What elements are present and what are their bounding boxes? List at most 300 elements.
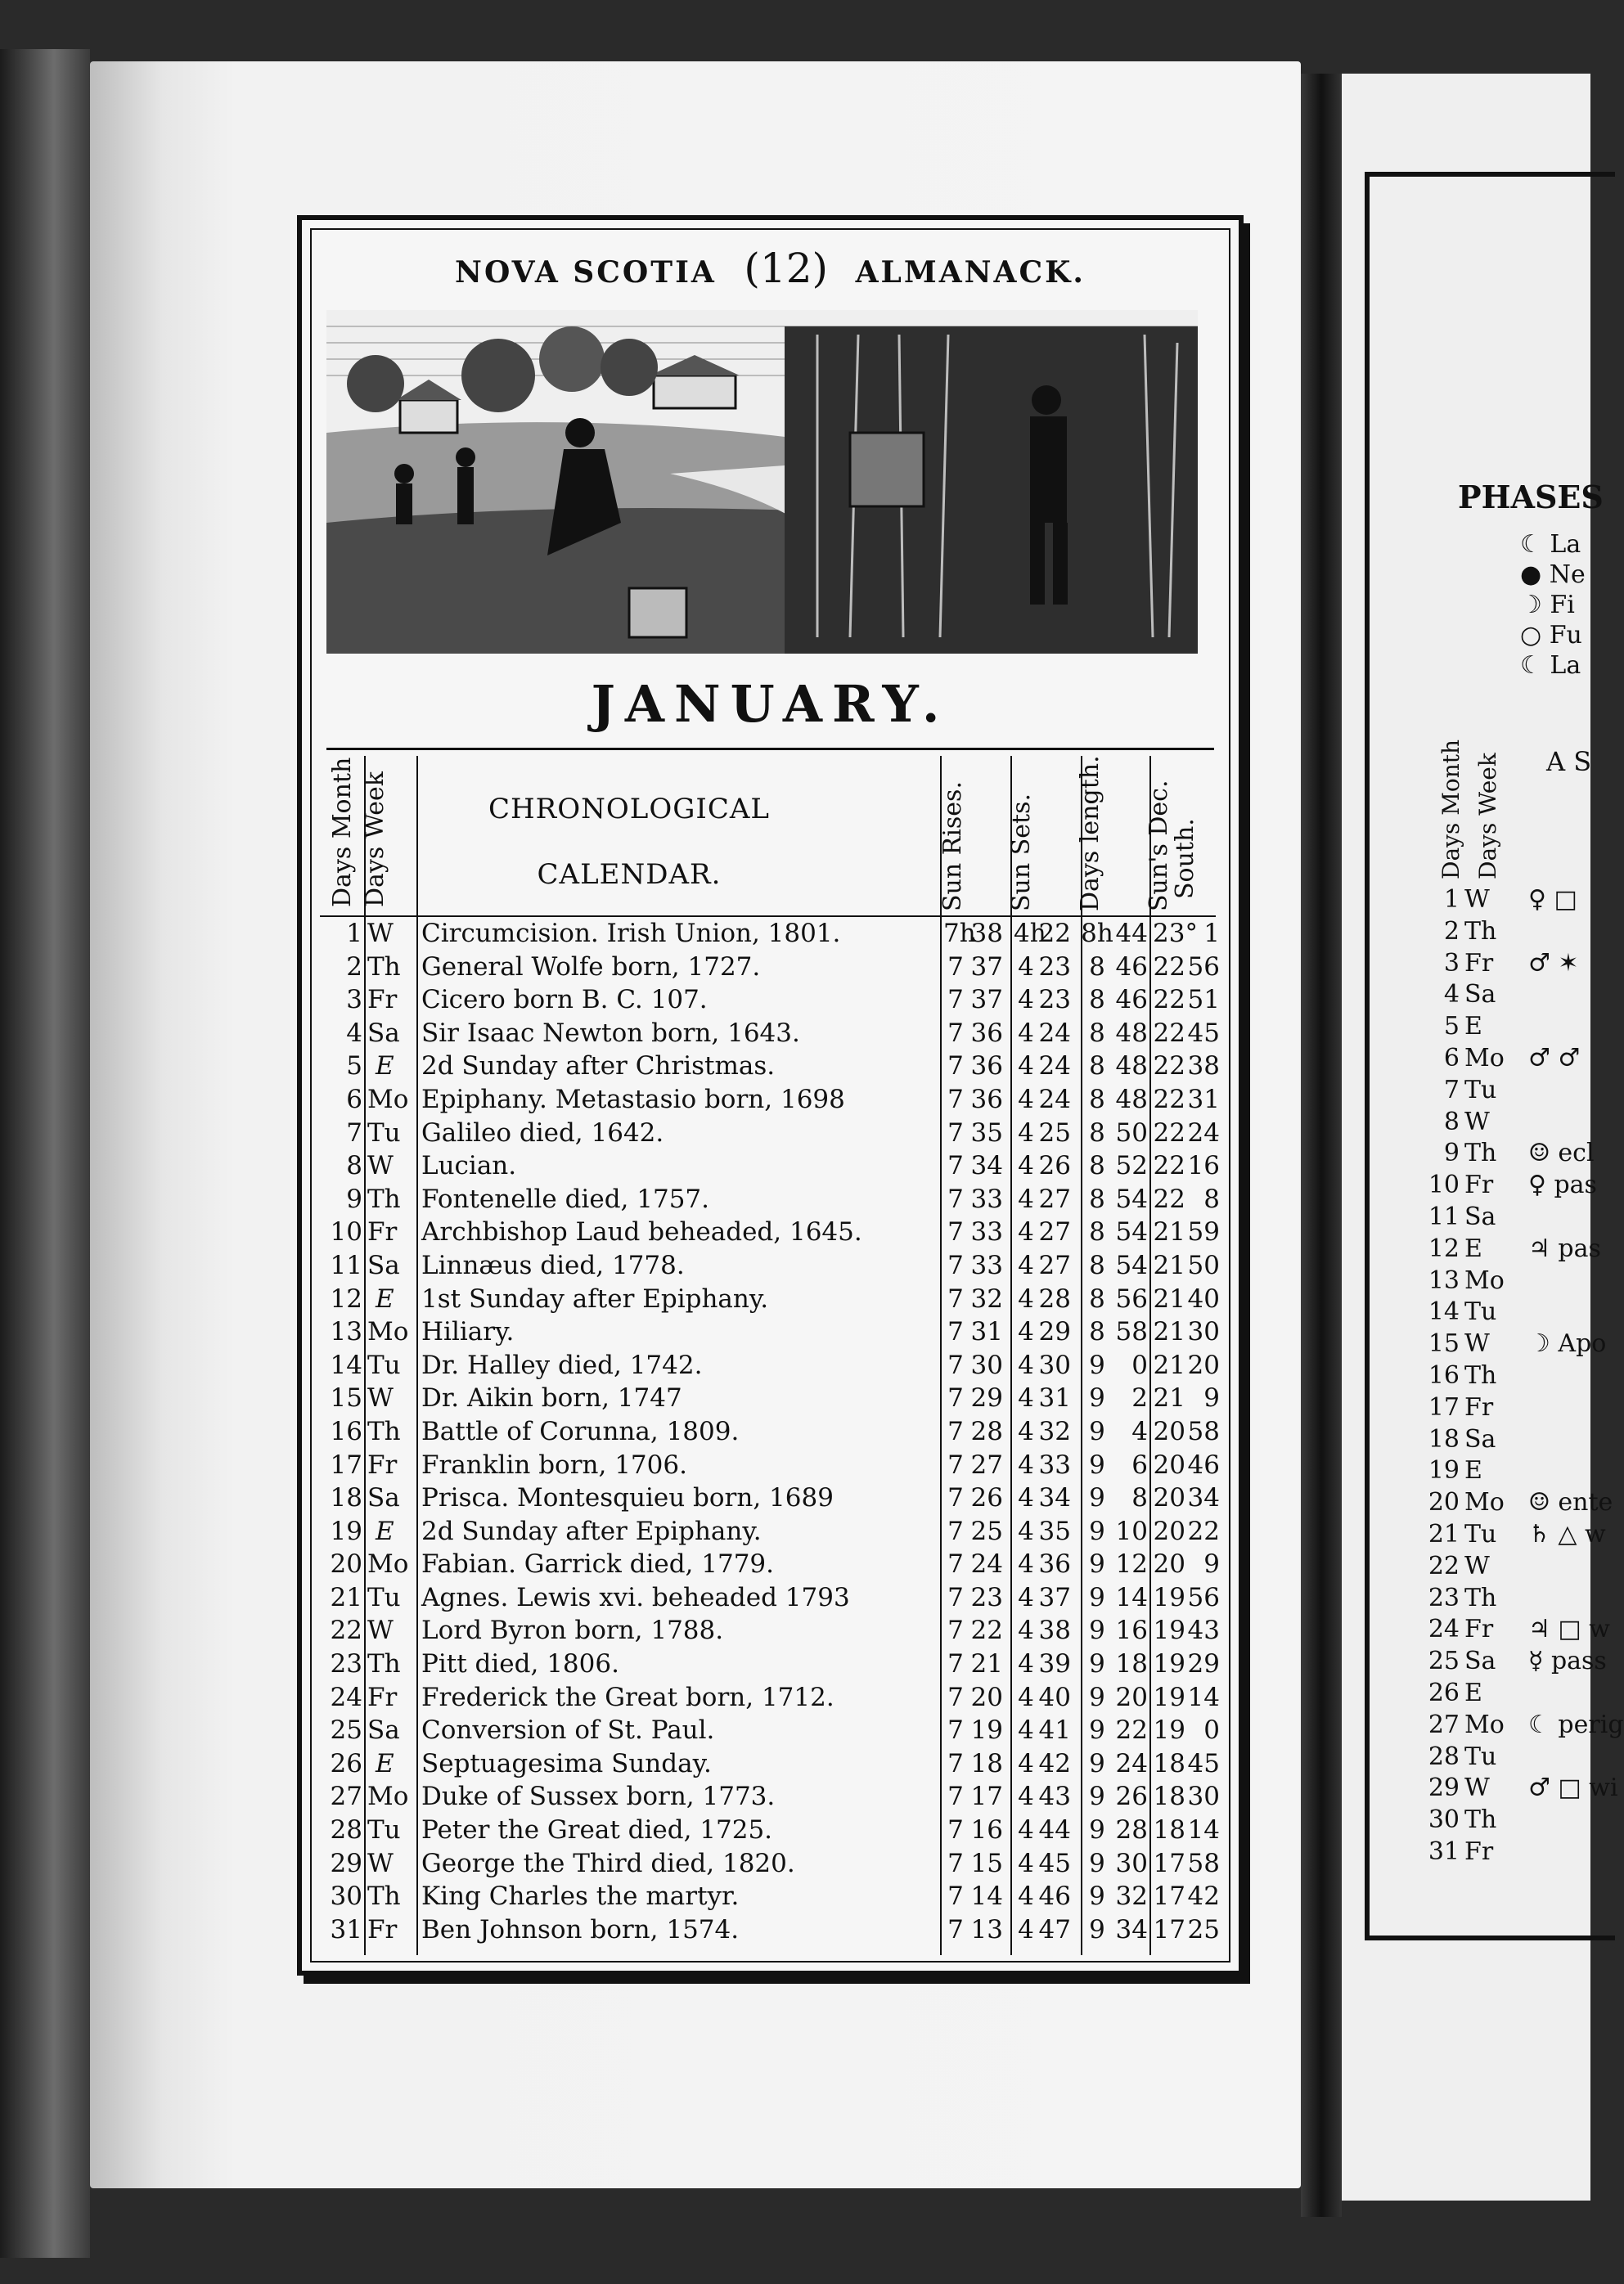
event-text: Hiliary. [421,1317,515,1347]
table-top-rule [326,748,1214,750]
sun-dec-degrees: 20 [1153,1450,1185,1480]
day-length-minute: 2 [1131,1383,1148,1414]
sun-dec-degrees: 22 [1153,1151,1185,1181]
rp-aspect-text: ♂ □ wi [1528,1774,1618,1803]
sun-dec-degrees: 22 [1153,1117,1185,1148]
sun-dec-minutes: 25 [1187,1914,1220,1945]
sunrise-minute: 22 [970,1616,1003,1646]
sunset-minute: 27 [1038,1217,1071,1248]
sunrise-minute: 13 [970,1914,1003,1945]
event-text: Duke of Sussex born, 1773. [421,1782,776,1812]
event-text: Epiphany. Metastasio born, 1698 [421,1084,845,1114]
sunset-hour: 4 [1018,1483,1034,1513]
day-of-week: Th [367,1416,401,1446]
day-length-minute: 0 [1131,1350,1148,1380]
col-sun-sets: Sun Sets. [1007,793,1036,911]
rp-day-of-month: 6 [1443,1044,1460,1072]
sunrise-minute: 20 [970,1682,1003,1712]
event-text: Septuagesima Sunday. [421,1748,712,1778]
rp-day-of-week: Tu [1464,1075,1497,1104]
month-title: JANUARY. [591,674,950,734]
book-spine [0,49,90,2258]
rp-day-of-week: Mo [1464,1488,1505,1517]
rp-aspect-text: ♀ pas [1528,1171,1597,1200]
sun-dec-minutes: 56 [1187,951,1220,982]
sunset-minute: 47 [1038,1914,1071,1945]
rp-day-of-week: Th [1464,1805,1497,1835]
day-length-minute: 48 [1115,1018,1148,1048]
event-text: Dr. Halley died, 1742. [421,1350,703,1380]
sunrise-minute: 31 [970,1317,1003,1347]
day-of-month: 30 [330,1882,362,1912]
header-left: NOVA SCOTIA [455,255,717,290]
rp-col-days-week: Days Week [1474,753,1501,879]
rp-day-of-month: 22 [1428,1551,1460,1580]
sunrise-hour: 7 [947,1782,964,1812]
sunrise-minute: 24 [970,1549,1003,1580]
day-length-minute: 22 [1115,1715,1148,1746]
table-row [320,1581,1220,1615]
event-text: 1st Sunday after Epiphany. [421,1284,769,1314]
sunrise-minute: 16 [970,1815,1003,1846]
day-length-minute: 20 [1115,1682,1148,1712]
rp-aspect-text: ♂ ✶ [1528,948,1579,978]
col-chrono-line2: CALENDAR. [537,858,722,891]
sun-dec-degrees: 20 [1153,1516,1185,1546]
sun-dec-degrees: 21 [1153,1284,1185,1314]
sun-dec-degrees: 21 [1153,1317,1185,1347]
sunrise-hour: 7 [947,1416,964,1446]
sun-dec-degrees: 22 [1153,1018,1185,1048]
sunset-minute: 43 [1038,1782,1071,1812]
sun-dec-minutes: 40 [1187,1284,1220,1314]
day-length-hour: 9 [1089,1649,1105,1679]
sunset-minute: 46 [1038,1882,1071,1912]
day-length-hour: 8 [1089,1217,1105,1248]
sunset-hour: 4 [1018,1914,1034,1945]
sunset-minute: 35 [1038,1516,1071,1546]
sunrise-minute: 19 [970,1715,1003,1746]
sun-dec-minutes: 45 [1187,1748,1220,1778]
sun-dec-minutes: 51 [1187,985,1220,1015]
col-south: South. [1171,818,1199,899]
event-text: Agnes. Lewis xvi. beheaded 1793 [421,1582,850,1612]
sun-dec-minutes: 45 [1187,1018,1220,1048]
sun-dec-degrees: 19 [1153,1582,1185,1612]
event-text: Archbishop Laud beheaded, 1645. [421,1217,862,1248]
almanac-page-frame [297,215,1244,1976]
table-row [320,1283,1220,1316]
phase-line: ● Ne [1520,560,1586,589]
rp-day-of-week: Sa [1464,1424,1496,1454]
day-of-month: 16 [330,1416,362,1446]
sunset-hour: 4 [1018,1018,1034,1048]
rp-day-of-week: Sa [1464,1203,1496,1231]
sunrise-minute: 15 [970,1848,1003,1878]
day-of-week: Fr [367,985,398,1015]
day-of-week: E [376,1748,394,1778]
page-number: (12) [744,245,829,292]
phase-line: ☾ La [1520,530,1581,559]
sunrise-hour: 7 [947,1184,964,1214]
sunset-minute: 42 [1038,1748,1071,1778]
day-length-hour: 9 [1089,1682,1105,1712]
sun-dec-minutes: 14 [1187,1682,1220,1712]
day-of-week: Fr [367,1217,398,1248]
event-text: General Wolfe born, 1727. [421,951,761,982]
rp-day-of-week: E [1464,1456,1482,1486]
day-length-hour: 8 [1089,1250,1105,1280]
day-length-minute: 50 [1115,1117,1148,1148]
day-of-week: Mo [367,1782,409,1812]
sun-dec-minutes: 50 [1187,1250,1220,1280]
sunrise-hour: 7 [947,1383,964,1414]
rp-day-of-month: 19 [1428,1456,1460,1486]
sunrise-hour: 7 [947,1151,964,1181]
day-length-minute: 56 [1115,1284,1148,1314]
rp-day-of-month: 30 [1428,1805,1460,1835]
sun-dec-minutes: 8 [1203,1184,1220,1214]
day-length-minute: 44 [1115,919,1148,948]
event-text: Fabian. Garrick died, 1779. [421,1549,775,1580]
sunset-hour: 4 [1018,1250,1034,1280]
event-text: Conversion of St. Paul. [421,1715,715,1746]
sunset-hour: 4 [1018,1815,1034,1846]
rp-day-of-week: W [1464,885,1490,914]
rp-day-of-week: Mo [1464,1044,1505,1072]
sunrise-minute: 21 [970,1649,1003,1679]
sunset-hour: 4 [1018,1649,1034,1679]
day-of-week: Mo [367,1317,409,1347]
sunset-hour: 4 [1018,1748,1034,1778]
sunrise-minute: 17 [970,1782,1003,1812]
sunset-hour: 4 [1018,1882,1034,1912]
sun-dec-degrees: 20 [1153,1549,1185,1580]
day-of-month: 15 [330,1383,362,1414]
rp-day-of-week: Fr [1464,1392,1494,1422]
table-row [320,1880,1220,1913]
sunset-minute: 34 [1038,1483,1071,1513]
sunset-minute: 29 [1038,1317,1071,1347]
table-row [320,1747,1220,1781]
day-length-hour: 9 [1089,1914,1105,1945]
sunrise-hour: 7 [947,1516,964,1546]
sunset-hour: 4 [1018,1616,1034,1646]
day-of-week: Sa [367,1018,400,1048]
table-row [320,1614,1220,1648]
sunrise-hour: 7 [947,1051,964,1081]
day-length-hour: 8 [1089,1117,1105,1148]
table-row [320,1548,1220,1581]
sun-dec-degrees: 21 [1153,1250,1185,1280]
sunset-hour: 4 [1018,1682,1034,1712]
sunrise-minute: 38 [970,919,1003,948]
day-of-week: Fr [367,1450,398,1480]
sun-dec-degrees: 17 [1153,1848,1185,1878]
sunrise-hour: 7 [947,1882,964,1912]
sun-dec-minutes: 0 [1203,1715,1220,1746]
rp-day-of-month: 16 [1428,1361,1460,1390]
header-right: ALMANACK. [855,255,1086,290]
rp-day-of-week: E [1464,1679,1482,1707]
table-row [320,1216,1220,1249]
day-length-minute: 8 [1131,1483,1148,1513]
day-of-week: Tu [367,1117,401,1148]
table-row [320,1714,1220,1747]
rp-day-of-week: Sa [1464,1647,1496,1676]
day-of-month: 29 [330,1848,362,1878]
day-length-minute: 54 [1115,1217,1148,1248]
sun-dec-minutes: 38 [1187,1051,1220,1081]
day-length-minute: 30 [1115,1848,1148,1878]
rp-day-of-week: Fr [1464,1615,1494,1644]
day-length-hour: 8 [1089,1018,1105,1048]
table-row [320,1648,1220,1681]
day-length-minute: 24 [1115,1748,1148,1778]
sunset-minute: 24 [1038,1018,1071,1048]
day-of-week: W [367,1616,394,1646]
sunset-minute: 31 [1038,1383,1071,1414]
sun-dec-minutes: 31 [1187,1084,1220,1114]
sunrise-hour: 7 [947,1117,964,1148]
table-row [320,1349,1220,1383]
sunrise-minute: 35 [970,1117,1003,1148]
day-length-hour: 9 [1089,1582,1105,1612]
day-length-hour: 8 [1089,1084,1105,1114]
day-length-minute: 48 [1115,1051,1148,1081]
day-length-minute: 46 [1115,951,1148,982]
day-length-hour: 8 [1089,1284,1105,1314]
sunset-minute: 36 [1038,1549,1071,1580]
sun-dec-minutes: 43 [1187,1616,1220,1646]
table-row [320,1183,1220,1216]
day-length-minute: 52 [1115,1151,1148,1181]
sunrise-hour: 7 [947,1350,964,1380]
day-of-month: 23 [330,1649,362,1679]
day-of-week: Th [367,951,401,982]
sun-dec-degrees: 17 [1153,1914,1185,1945]
rp-day-of-week: E [1464,1012,1482,1041]
sunrise-minute: 33 [970,1217,1003,1248]
day-of-month: 27 [330,1782,362,1812]
sunset-hour: 4 [1018,1416,1034,1446]
day-of-week: W [367,919,394,948]
day-length-hour: 9 [1089,1516,1105,1546]
sunrise-hour: 7h [943,919,976,948]
day-of-month: 6 [346,1084,362,1114]
rp-aspect-text: ♂ ♂ [1528,1044,1581,1072]
day-of-week: Sa [367,1715,400,1746]
day-length-minute: 18 [1115,1649,1148,1679]
rp-day-of-month: 31 [1428,1837,1460,1866]
sun-dec-degrees: 18 [1153,1815,1185,1846]
sunrise-minute: 14 [970,1882,1003,1912]
sun-dec-minutes: 24 [1187,1117,1220,1148]
day-length-hour: 9 [1089,1350,1105,1380]
rp-day-of-week: Fr [1464,948,1494,978]
event-text: Linnæus died, 1778. [421,1250,685,1280]
sun-dec-degrees: 20 [1153,1483,1185,1513]
day-of-week: Th [367,1882,401,1912]
sun-dec-degrees: 23° [1153,919,1198,948]
day-length-hour: 9 [1089,1715,1105,1746]
day-length-minute: 48 [1115,1084,1148,1114]
event-text: Galileo died, 1642. [421,1117,664,1148]
sun-dec-minutes: 30 [1187,1782,1220,1812]
rp-aspect-text: ☽ Apo [1528,1329,1607,1359]
day-of-week: Sa [367,1483,400,1513]
sunrise-hour: 7 [947,1450,964,1480]
day-of-month: 25 [330,1715,362,1746]
day-length-minute: 14 [1115,1582,1148,1612]
sunrise-minute: 30 [970,1350,1003,1380]
sun-dec-degrees: 22 [1153,1051,1185,1081]
day-length-hour: 8 [1089,1184,1105,1214]
day-length-hour: 9 [1089,1549,1105,1580]
rp-day-of-week: Th [1464,1361,1497,1390]
sunrise-minute: 33 [970,1184,1003,1214]
sun-dec-degrees: 22 [1153,985,1185,1015]
phases-label: PHASES [1458,479,1604,515]
sunset-hour: 4 [1018,1051,1034,1081]
rp-day-of-week: Tu [1464,1742,1497,1771]
rp-day-of-month: 14 [1428,1297,1460,1327]
rp-aspect-text: ☿ pass [1528,1647,1607,1676]
col-days-length: Days length. [1076,755,1104,911]
sun-dec-minutes: 59 [1187,1217,1220,1248]
sunset-hour: 4 [1018,1317,1034,1347]
table-row [320,1415,1220,1449]
sunset-minute: 28 [1038,1284,1071,1314]
sun-dec-minutes: 1 [1203,919,1220,948]
sun-dec-degrees: 18 [1153,1782,1185,1812]
sun-dec-minutes: 30 [1187,1317,1220,1347]
rp-day-of-week: Th [1464,1139,1497,1168]
day-of-month: 22 [330,1616,362,1646]
rp-aspect-text: ♀ □ [1528,885,1577,914]
sunset-minute: 44 [1038,1815,1071,1846]
rp-col-days-month: Days Month [1437,739,1464,879]
col-days-week: Days Week [361,771,389,907]
sunset-hour: 4 [1018,1715,1034,1746]
phase-line: ☾ La [1520,651,1581,680]
rp-day-of-month: 3 [1443,948,1460,978]
table-row [320,1382,1220,1415]
sunrise-hour: 7 [947,1649,964,1679]
sun-dec-degrees: 22 [1153,1084,1185,1114]
page-header [302,245,1239,292]
day-of-week: W [367,1151,394,1181]
col-days-month: Days Month [328,757,357,907]
table-row [320,1249,1220,1283]
sunset-minute: 27 [1038,1184,1071,1214]
sun-dec-degrees: 17 [1153,1882,1185,1912]
day-length-minute: 54 [1115,1250,1148,1280]
table-row [320,1449,1220,1482]
rp-day-of-month: 21 [1428,1520,1460,1549]
rp-day-of-week: Tu [1464,1297,1497,1327]
sunset-minute: 22 [1038,919,1071,948]
sunset-hour: 4 [1018,1117,1034,1148]
sun-dec-degrees: 19 [1153,1682,1185,1712]
day-of-month: 26 [330,1748,362,1778]
sun-dec-minutes: 46 [1187,1450,1220,1480]
day-of-week: W [367,1383,394,1414]
event-text: Prisca. Montesquieu born, 1689 [421,1483,834,1513]
day-of-month: 7 [346,1117,362,1148]
sunrise-minute: 25 [970,1516,1003,1546]
day-of-week: E [376,1284,394,1314]
rp-aspect-text: ♃ □ w [1528,1615,1610,1644]
sun-dec-degrees: 21 [1153,1217,1185,1248]
rp-day-of-month: 18 [1428,1424,1460,1454]
rp-day-of-week: Mo [1464,1266,1505,1295]
day-of-month: 14 [330,1350,362,1380]
sunset-minute: 38 [1038,1616,1071,1646]
sunrise-minute: 23 [970,1582,1003,1612]
day-of-month: 31 [330,1914,362,1945]
table-row [320,1017,1220,1050]
sun-dec-degrees: 18 [1153,1748,1185,1778]
col-suns-dec: Sun's Dec. [1145,780,1173,911]
rp-day-of-month: 27 [1428,1710,1460,1739]
sunset-minute: 26 [1038,1151,1071,1181]
sunset-hour: 4 [1018,1350,1034,1380]
sunrise-minute: 36 [970,1018,1003,1048]
sun-dec-minutes: 58 [1187,1416,1220,1446]
sunrise-minute: 28 [970,1416,1003,1446]
rp-day-of-month: 28 [1428,1742,1460,1771]
table-row [320,951,1220,984]
rp-day-of-month: 17 [1428,1392,1460,1422]
event-text: 2d Sunday after Christmas. [421,1051,776,1081]
rp-day-of-month: 23 [1428,1583,1460,1612]
sunset-hour: 4 [1018,1549,1034,1580]
day-of-month: 24 [330,1682,362,1712]
event-text: Circumcision. Irish Union, 1801. [421,919,841,948]
sunrise-hour: 7 [947,1748,964,1778]
sunset-hour: 4 [1018,985,1034,1015]
rp-day-of-month: 8 [1443,1107,1460,1136]
woodcut-illustration [326,310,1198,654]
sun-dec-degrees: 22 [1153,1184,1185,1214]
day-length-hour: 8 [1089,1151,1105,1181]
event-text: Battle of Corunna, 1809. [421,1416,740,1446]
day-length-hour: 8 [1089,951,1105,982]
event-text: Lord Byron born, 1788. [421,1616,724,1646]
rp-aspect-text: ☺ ecl [1528,1139,1595,1168]
rp-day-of-month: 10 [1428,1171,1460,1200]
sun-dec-minutes: 42 [1187,1882,1220,1912]
sunset-hour: 4 [1018,951,1034,982]
day-length-hour: 8 [1089,985,1105,1015]
rp-col-as: A S [1546,746,1592,777]
sun-dec-minutes: 14 [1187,1815,1220,1846]
day-length-minute: 6 [1131,1450,1148,1480]
table-row [320,983,1220,1017]
rp-day-of-week: W [1464,1329,1490,1359]
sunrise-minute: 34 [970,1151,1003,1181]
day-of-month: 11 [330,1250,362,1280]
sunrise-minute: 37 [970,951,1003,982]
event-text: Dr. Aikin born, 1747 [421,1383,682,1414]
sunrise-hour: 7 [947,1815,964,1846]
sunset-hour: 4 [1018,1582,1034,1612]
sunset-hour: 4 [1018,1084,1034,1114]
rp-day-of-week: Fr [1464,1171,1494,1200]
rp-aspect-text: ♄ △ w [1528,1520,1606,1549]
sunset-minute: 37 [1038,1582,1071,1612]
